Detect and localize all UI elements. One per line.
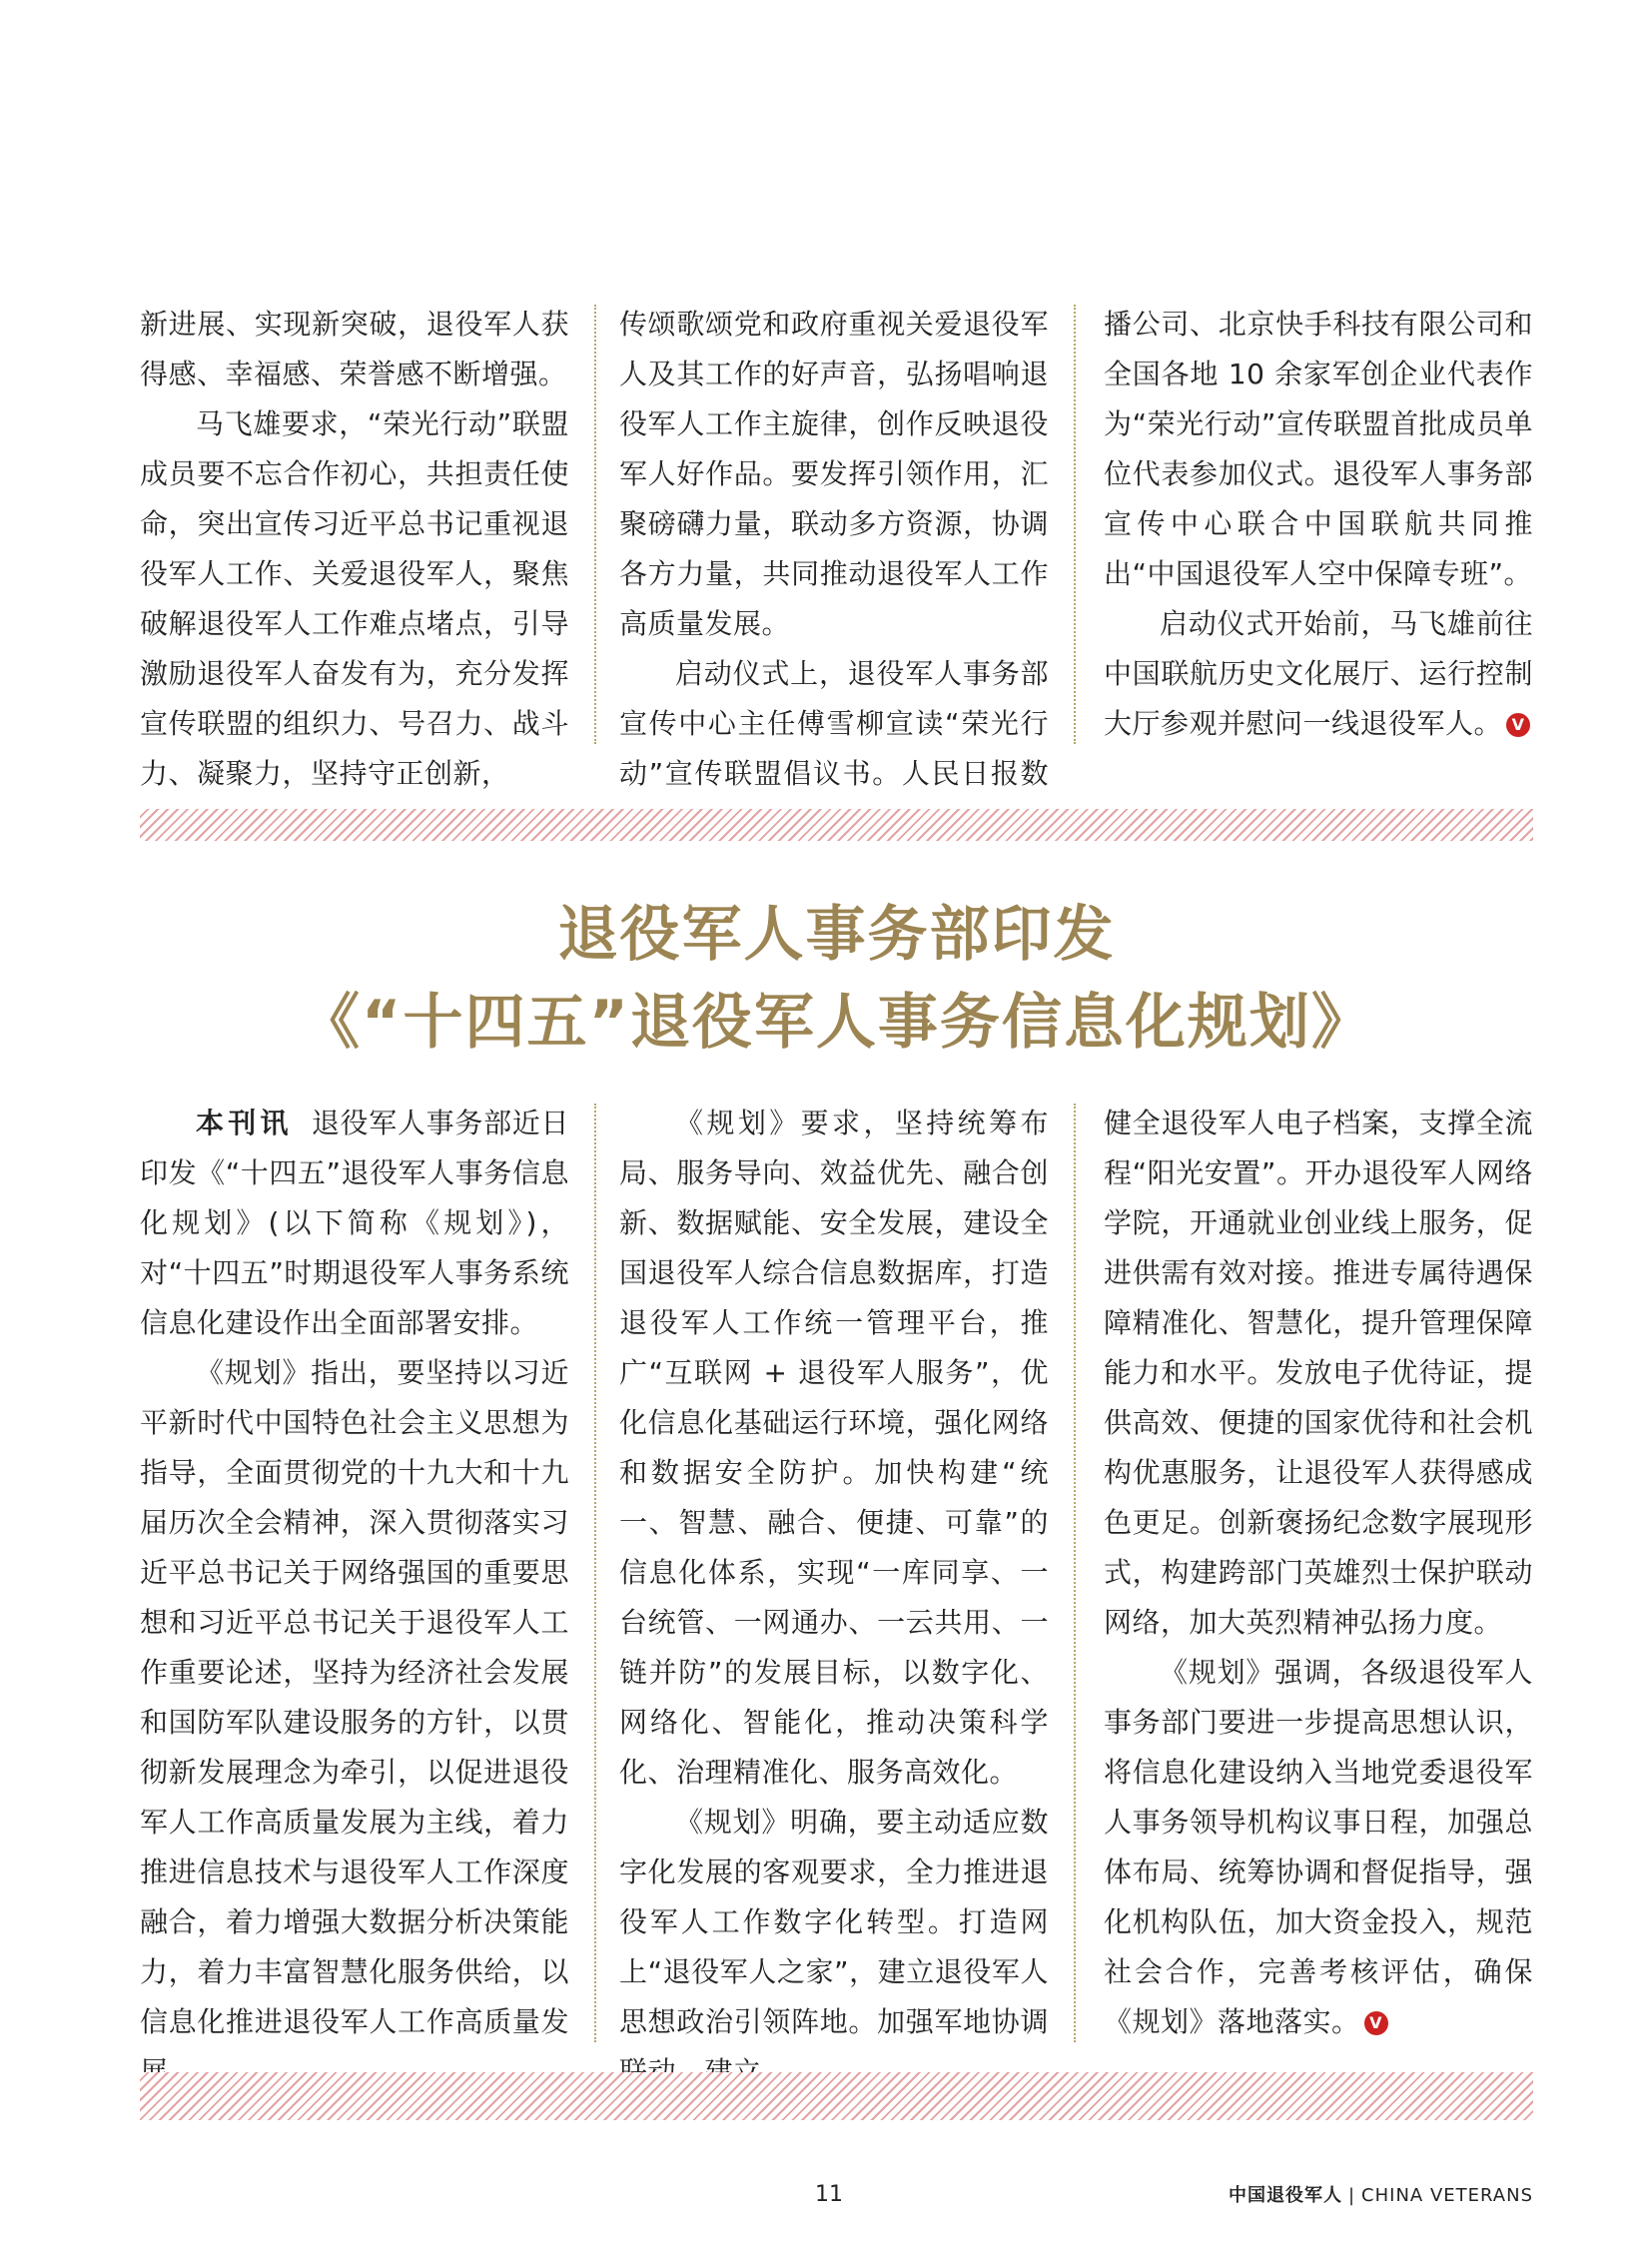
end-mark-icon: V <box>1506 713 1530 737</box>
paragraph <box>1104 599 1533 749</box>
paragraph: 启动仪式上，退役军人事务部宣传中心主任傅雪柳宣读“荣光行动”宣传联盟倡议书。人民日报数 <box>619 657 1049 790</box>
article-column-3 <box>1104 1099 1533 2047</box>
article-title <box>140 891 1533 1067</box>
bottom-divider-hatch <box>140 2072 1533 2120</box>
end-mark-icon: V <box>1364 2011 1388 2035</box>
article-column-2 <box>619 1099 1049 2097</box>
section-divider-hatch <box>140 809 1533 841</box>
paragraph-text: 启动仪式开始前，马飞雄前往中国联航历史文化展厅、运行控制大厅参观并慰问一线退役军人。 <box>1104 607 1533 740</box>
paragraph-text: 退役军人事务部近日印发《“十四五”退役军人事务信息化规划》(以下简称《规划》)，对“十四五”时期退役军人事务系统信息化建设作出全面部署安排。 <box>140 1107 569 1339</box>
paragraph: 《规划》要求，坚持统筹布局、服务导向、效益优先、融合创新、数据赋能、安全发展，建设全国退役军人综合信息数据库，打造退役军人工作统一管理平台，推广“互联网 + 退役军人服务”，优化信息化基础运行环境，强化网络和数据安全防护。加快构建“统一、智慧、融合、便捷、可靠”的信息化体系，实现“一库同享、一台统管、一网通办、一云共用、一链并防”的发展目标，以数字化、网络化、智能化，推动决策科学化、治理精准化、服务高效化。 <box>619 1107 1049 1789</box>
byline: 本刊讯 <box>196 1107 293 1139</box>
paragraph: 新进展、实现新突破，退役军人获得感、幸福感、荣誉感不断增强。 <box>140 308 569 390</box>
column-divider <box>594 305 596 744</box>
article-title-line-1: 退役军人事务部印发 <box>557 900 1116 970</box>
top-column-2 <box>619 300 1049 849</box>
column-divider <box>1074 1104 1076 2042</box>
article-column-1 <box>140 1099 569 2097</box>
paragraph <box>140 1099 569 1348</box>
column-divider <box>594 1104 596 2042</box>
paragraph: 健全退役军人电子档案，支撑全流程“阳光安置”。开办退役军人网络学院，开通就业创业线上服务，促进供需有效对接。推进专属待遇保障精准化、智慧化，提升管理保障能力和水平。发放电子优待证，提供高效、便捷的国家优待和社会机构优惠服务，让退役军人获得感成色更足。创新褒扬纪念数字展现形式，构建跨部门英雄烈士保护联动网络，加大英烈精神弘扬力度。 <box>1104 1107 1533 1639</box>
magazine-name-cn: 中国退役军人 <box>1228 2185 1342 2206</box>
paragraph: 《规划》指出，要坚持以习近平新时代中国特色社会主义思想为指导，全面贯彻党的十九大和十九届历次全会精神，深入贯彻落实习近平总书记关于网络强国的重要思想和习近平总书记关于退役军人工作重要论述，坚持为经济社会发展和国防军队建设服务的方针，以贯彻新发展理念为牵引，以促进退役军人工作高质量发展为主线，着力推进信息技术与退役军人工作深度融合，着力增强大数据分析决策能力，着力丰富智慧化服务供给，以信息化推进退役军人工作高质量发 <box>140 1356 569 2038</box>
top-column-3 <box>1104 300 1533 749</box>
magazine-name-en: CHINA VETERANS <box>1361 2185 1533 2206</box>
footer-separator: | <box>1347 2185 1356 2206</box>
paragraph: 《规划》明确，要主动适应数字化发展的客观要求，全力推进退役军人工作数字化转型。打造网上“退役军人之家”，建立退役军人思想政治引领阵地。加强军地协调 <box>619 1806 1049 2038</box>
column-divider <box>1074 305 1076 744</box>
paragraph <box>1104 1648 1533 2047</box>
paragraph: 传颂歌颂党和政府重视关爱退役军人及其工作的好声音，弘扬唱响退役军人工作主旋律，创作反映退役军人好作品。要发挥引领作用，汇聚磅礴力量，联动多方资源，协调各方力量，共同推动退役军人工作高质量发展。 <box>619 308 1049 640</box>
magazine-name <box>1149 2181 1533 2207</box>
paragraph: 马飞雄要求，“荣光行动”联盟成员要不忘合作初心，共担责任使命，突出宣传习近平总书记重视退役军人工作、关爱退役军人，聚焦破解退役军人工作难点堵点，引导激励退役军人奋发有为，充分发挥宣传联盟的组织力、号召力、战斗力、凝聚力，坚持守正创新， <box>140 407 569 790</box>
paragraph-text: 《规划》强调，各级退役军人事务部门要进一步提高思想认识，将信息化建设纳入当地党委退役军人事务领导机构议事日程，加强总体布局、统筹协调和督促指导，强化机构队伍，加大资金投入，规范社会合作，完善考核评估，确保《规划》落地落实。 <box>1104 1656 1533 2038</box>
top-column-1 <box>140 300 569 799</box>
page-number: 11 <box>815 2182 843 2207</box>
article-title-line-2: 《“十四五”退役军人事务信息化规划》 <box>300 988 1373 1058</box>
paragraph: 播公司、北京快手科技有限公司和全国各地 10 余家军创企业代表作为“荣光行动”宣传联盟首批成员单位代表参加仪式。退役军人事务部宣传中心联合中国联航共同推出“中国退役军人空中保障专班”。 <box>1104 308 1533 590</box>
